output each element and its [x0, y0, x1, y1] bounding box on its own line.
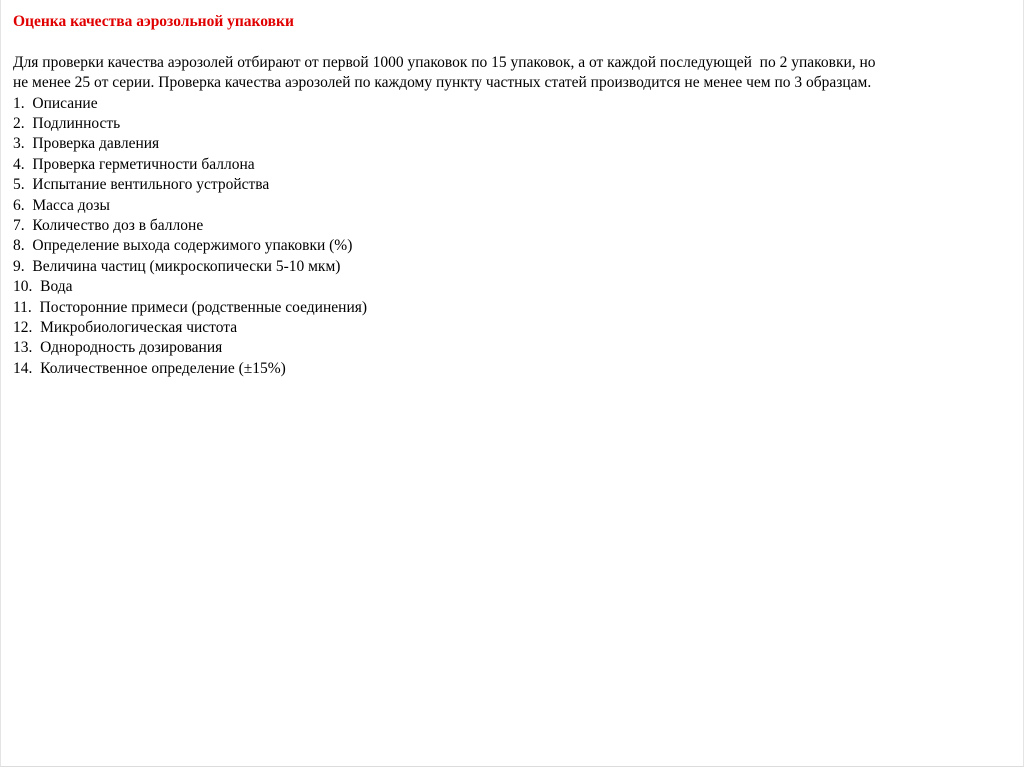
list-item: 11. Посторонние примеси (родственные соединения)	[13, 298, 368, 316]
list-item: 6. Масса дозы	[13, 196, 110, 214]
list-item: 14. Количественное определение (±15%)	[13, 359, 286, 377]
list-item: 7. Количество доз в баллоне	[13, 217, 204, 235]
check-list	[13, 94, 893, 380]
list-item: 3. Проверка давления	[13, 135, 160, 153]
slide-content	[13, 12, 893, 379]
list-item: 2. Подлинность	[13, 115, 121, 133]
list-item: 5. Испытание вентильного устройства	[13, 176, 270, 194]
list-item: 8. Определение выхода содержимого упаковки (%)	[13, 237, 353, 255]
list-item: 10. Вода	[13, 278, 73, 296]
list-item: 12. Микробиологическая чистота	[13, 319, 238, 337]
list-item: 13. Однородность дозирования	[13, 339, 223, 357]
list-item: 4. Проверка герметичности баллона	[13, 155, 255, 173]
slide-title: Оценка качества аэрозольной упаковки	[13, 13, 294, 30]
blank-line	[13, 32, 893, 52]
intro-paragraph: Для проверки качества аэрозолей отбирают от первой 1000 упаковок по 15 упаковок, а от каждой последующей по 2 упаковки, но не менее 25 от серии. Проверка качества аэрозолей по каждому пункту частных статей производится не менее чем по 3 образцам.	[13, 53, 880, 92]
list-item: 1. Описание	[13, 94, 98, 112]
list-item: 9. Величина частиц (микроскопически 5-10 мкм)	[13, 257, 341, 275]
